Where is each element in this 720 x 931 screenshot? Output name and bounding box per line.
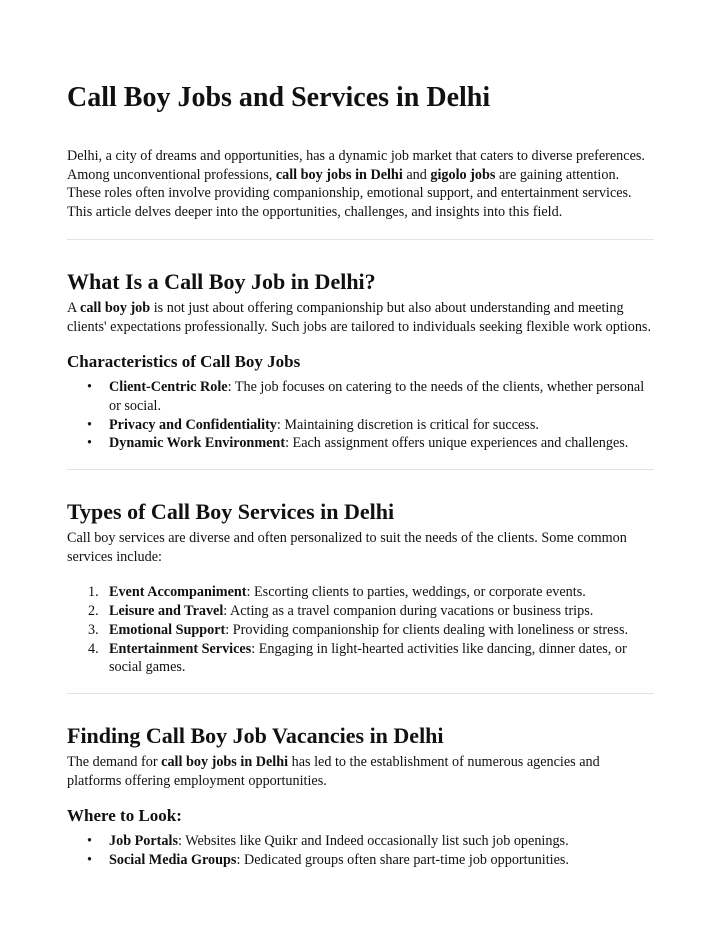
section3-text-2: has led to the establishment of numerous agencies and platforms offering employment opportunities. [67,753,600,789]
list-item [67,602,654,621]
section-heading-what-is: What Is a Call Boy Job in Delhi? [67,268,376,294]
section1-bold-1: call boy job [80,299,151,316]
list-item-bold: Job Portals [109,833,178,850]
list-item-bold: Client-Centric Role [109,379,228,396]
bullet-marker: • [87,833,92,850]
list-item [67,851,654,870]
section1-text-1: A [67,299,81,316]
characteristics-list [67,378,654,453]
section1-text-2: is not just about offering companionship but also about understanding and meeting clients' expectations professionally. Such jobs are tailored to individuals seeking flexible work options. [67,299,651,335]
section-heading-types: Types of Call Boy Services in Delhi [67,499,395,525]
list-item-text: : Providing companionship for clients dealing with loneliness or stress. [225,621,629,638]
list-item-text: : Each assignment offers unique experiences and challenges. [285,435,629,452]
list-item-text: : Dedicated groups often share part-time job opportunities. [236,852,569,869]
intro-text-2: and [402,166,431,183]
section-heading-finding: Finding Call Boy Job Vacancies in Delhi [67,722,444,748]
where-to-look-list [67,832,654,869]
number-marker: 2. [88,603,99,620]
list-item-bold: Emotional Support [109,621,226,638]
list-item [67,583,654,602]
bullet-marker: • [87,416,92,433]
number-marker: 1. [88,584,99,601]
intro-text-1: Delhi, a city of dreams and opportunities, has a dynamic job market that caters to diverse preferences. Among unconventional professions, [67,148,645,183]
list-item-bold: Event Accompaniment [109,584,247,601]
intro-text-3: are gaining attention. These roles often involve providing companionship, emotional support, and entertainment services. This article delves deeper into the opportunities, challenges, and insights into this field. [67,166,632,221]
divider [67,239,654,240]
services-list [67,583,654,677]
list-item [67,640,654,677]
list-item-bold: Privacy and Confidentiality [109,416,277,433]
divider [67,469,654,470]
number-marker: 4. [88,640,99,657]
article [67,82,654,870]
intro-bold-1: call boy jobs in Delhi [275,166,403,183]
list-item-text: : The job focuses on catering to the needs of the clients, whether personal or social. [109,379,645,414]
list-item-text: : Acting as a travel companion during vacations or business trips. [223,603,594,620]
section3-bold-1: call boy jobs in Delhi [161,753,289,770]
list-item-bold: Social Media Groups [109,852,237,869]
list-item-text: : Websites like Quikr and Indeed occasionally list such job openings. [177,833,569,850]
list-item-text: : Escorting clients to parties, weddings, or corporate events. [246,584,586,601]
list-item [67,832,654,851]
number-marker: 3. [88,621,99,638]
list-item-bold: Leisure and Travel [109,603,224,620]
list-item [67,416,654,435]
list-item [67,434,654,453]
list-item-bold: Dynamic Work Environment [109,435,286,452]
list-item [67,621,654,640]
list-item-text: : Engaging in light-hearted activities like dancing, dinner dates, or social games. [109,640,627,676]
section1-paragraph [67,299,654,336]
bullet-marker: • [87,435,92,452]
list-item-bold: Entertainment Services [109,640,252,657]
intro-bold-2: gigolo jobs [430,166,496,183]
page-title: Call Boy Jobs and Services in Delhi [67,82,491,113]
divider [67,693,654,694]
list-item [67,378,654,415]
intro-paragraph [67,147,654,222]
list-item-text: : Maintaining discretion is critical for success. [276,416,539,433]
section3-text-1: The demand for [67,753,162,770]
bullet-marker: • [87,852,92,869]
section3-paragraph [67,753,654,790]
subheading-characteristics: Characteristics of Call Boy Jobs [67,352,301,372]
section2-paragraph: Call boy services are diverse and often personalized to suit the needs of the clients. Some common services include: [67,530,627,565]
bullet-marker: • [87,379,92,396]
subheading-where-to-look: Where to Look: [67,806,182,826]
